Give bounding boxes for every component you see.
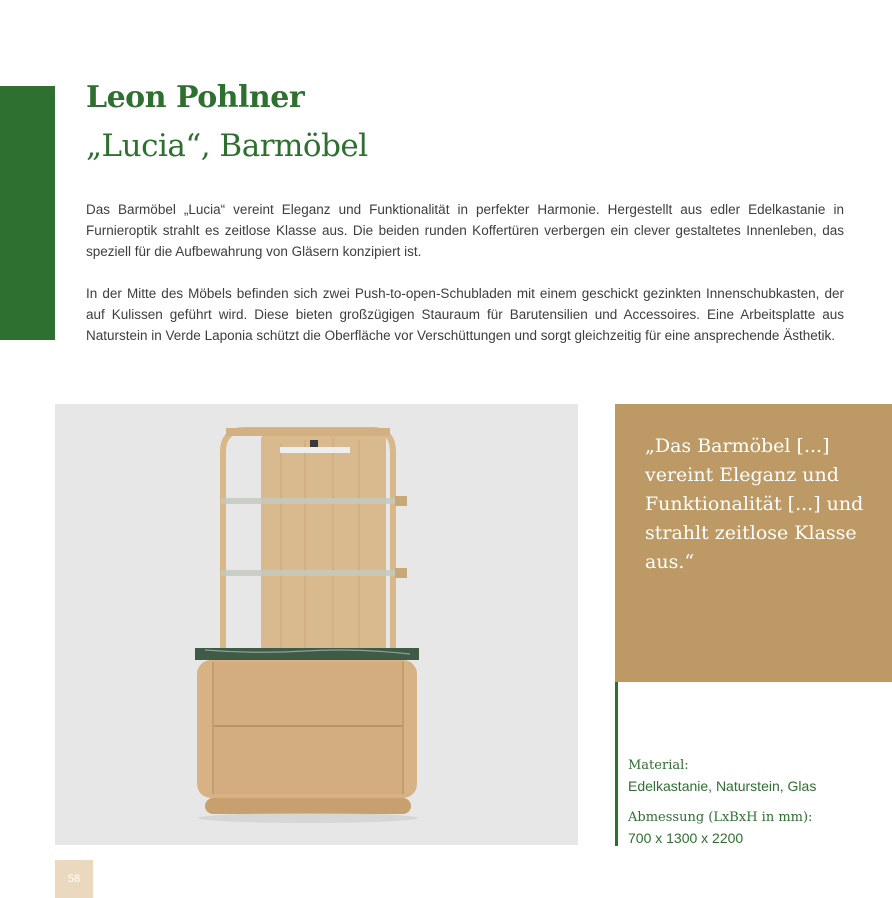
material-label: Material: bbox=[628, 758, 689, 773]
dimensions-label: Abmessung (LxBxH in mm): bbox=[628, 810, 813, 825]
page-number: 58 bbox=[55, 860, 93, 898]
dimensions-value: 700 x 1300 x 2200 bbox=[628, 830, 744, 846]
product-title: „Lucia“, Barmöbel bbox=[86, 128, 368, 164]
description-paragraph-2: In der Mitte des Möbels befinden sich zwei Push-to-open-Schubladen mit einem geschickt gezinkten Innenschubkasten, der auf Kulissen geführt wird. Diese bieten großzügigen Stauraum für Barutensilien und Accessoires. Eine Arbeitsplatte aus Naturstein in Verde Laponia schützt die Oberfläche vor Verschüttungen und sorgt gleichzeitig für eine ansprechende Ästhetik. bbox=[86, 286, 844, 343]
material-value: Edelkastanie, Naturstein, Glas bbox=[628, 778, 817, 794]
accent-bar bbox=[0, 86, 55, 340]
designer-name: Leon Pohlner bbox=[86, 80, 305, 115]
description-paragraph-1: Das Barmöbel „Lucia“ vereint Eleganz und Funktionalität in perfekter Harmonie. Hergestellt aus edler Edelkastanie in Furnieroptik strahlt es zeitlose Klasse aus. Die beiden runden Koffertüren verbergen ein clever gestaltetes Innenleben, das speziell für die Aufbewahrung von Gläsern konzipiert ist. bbox=[86, 202, 844, 259]
product-photo bbox=[55, 404, 578, 845]
pull-quote: „Das Barmöbel [...] vereint Eleganz und Funktionalität [...] und strahlt zeitlose Klasse aus.“ bbox=[645, 435, 864, 573]
quote-box bbox=[615, 404, 892, 682]
spec-divider bbox=[615, 682, 618, 846]
